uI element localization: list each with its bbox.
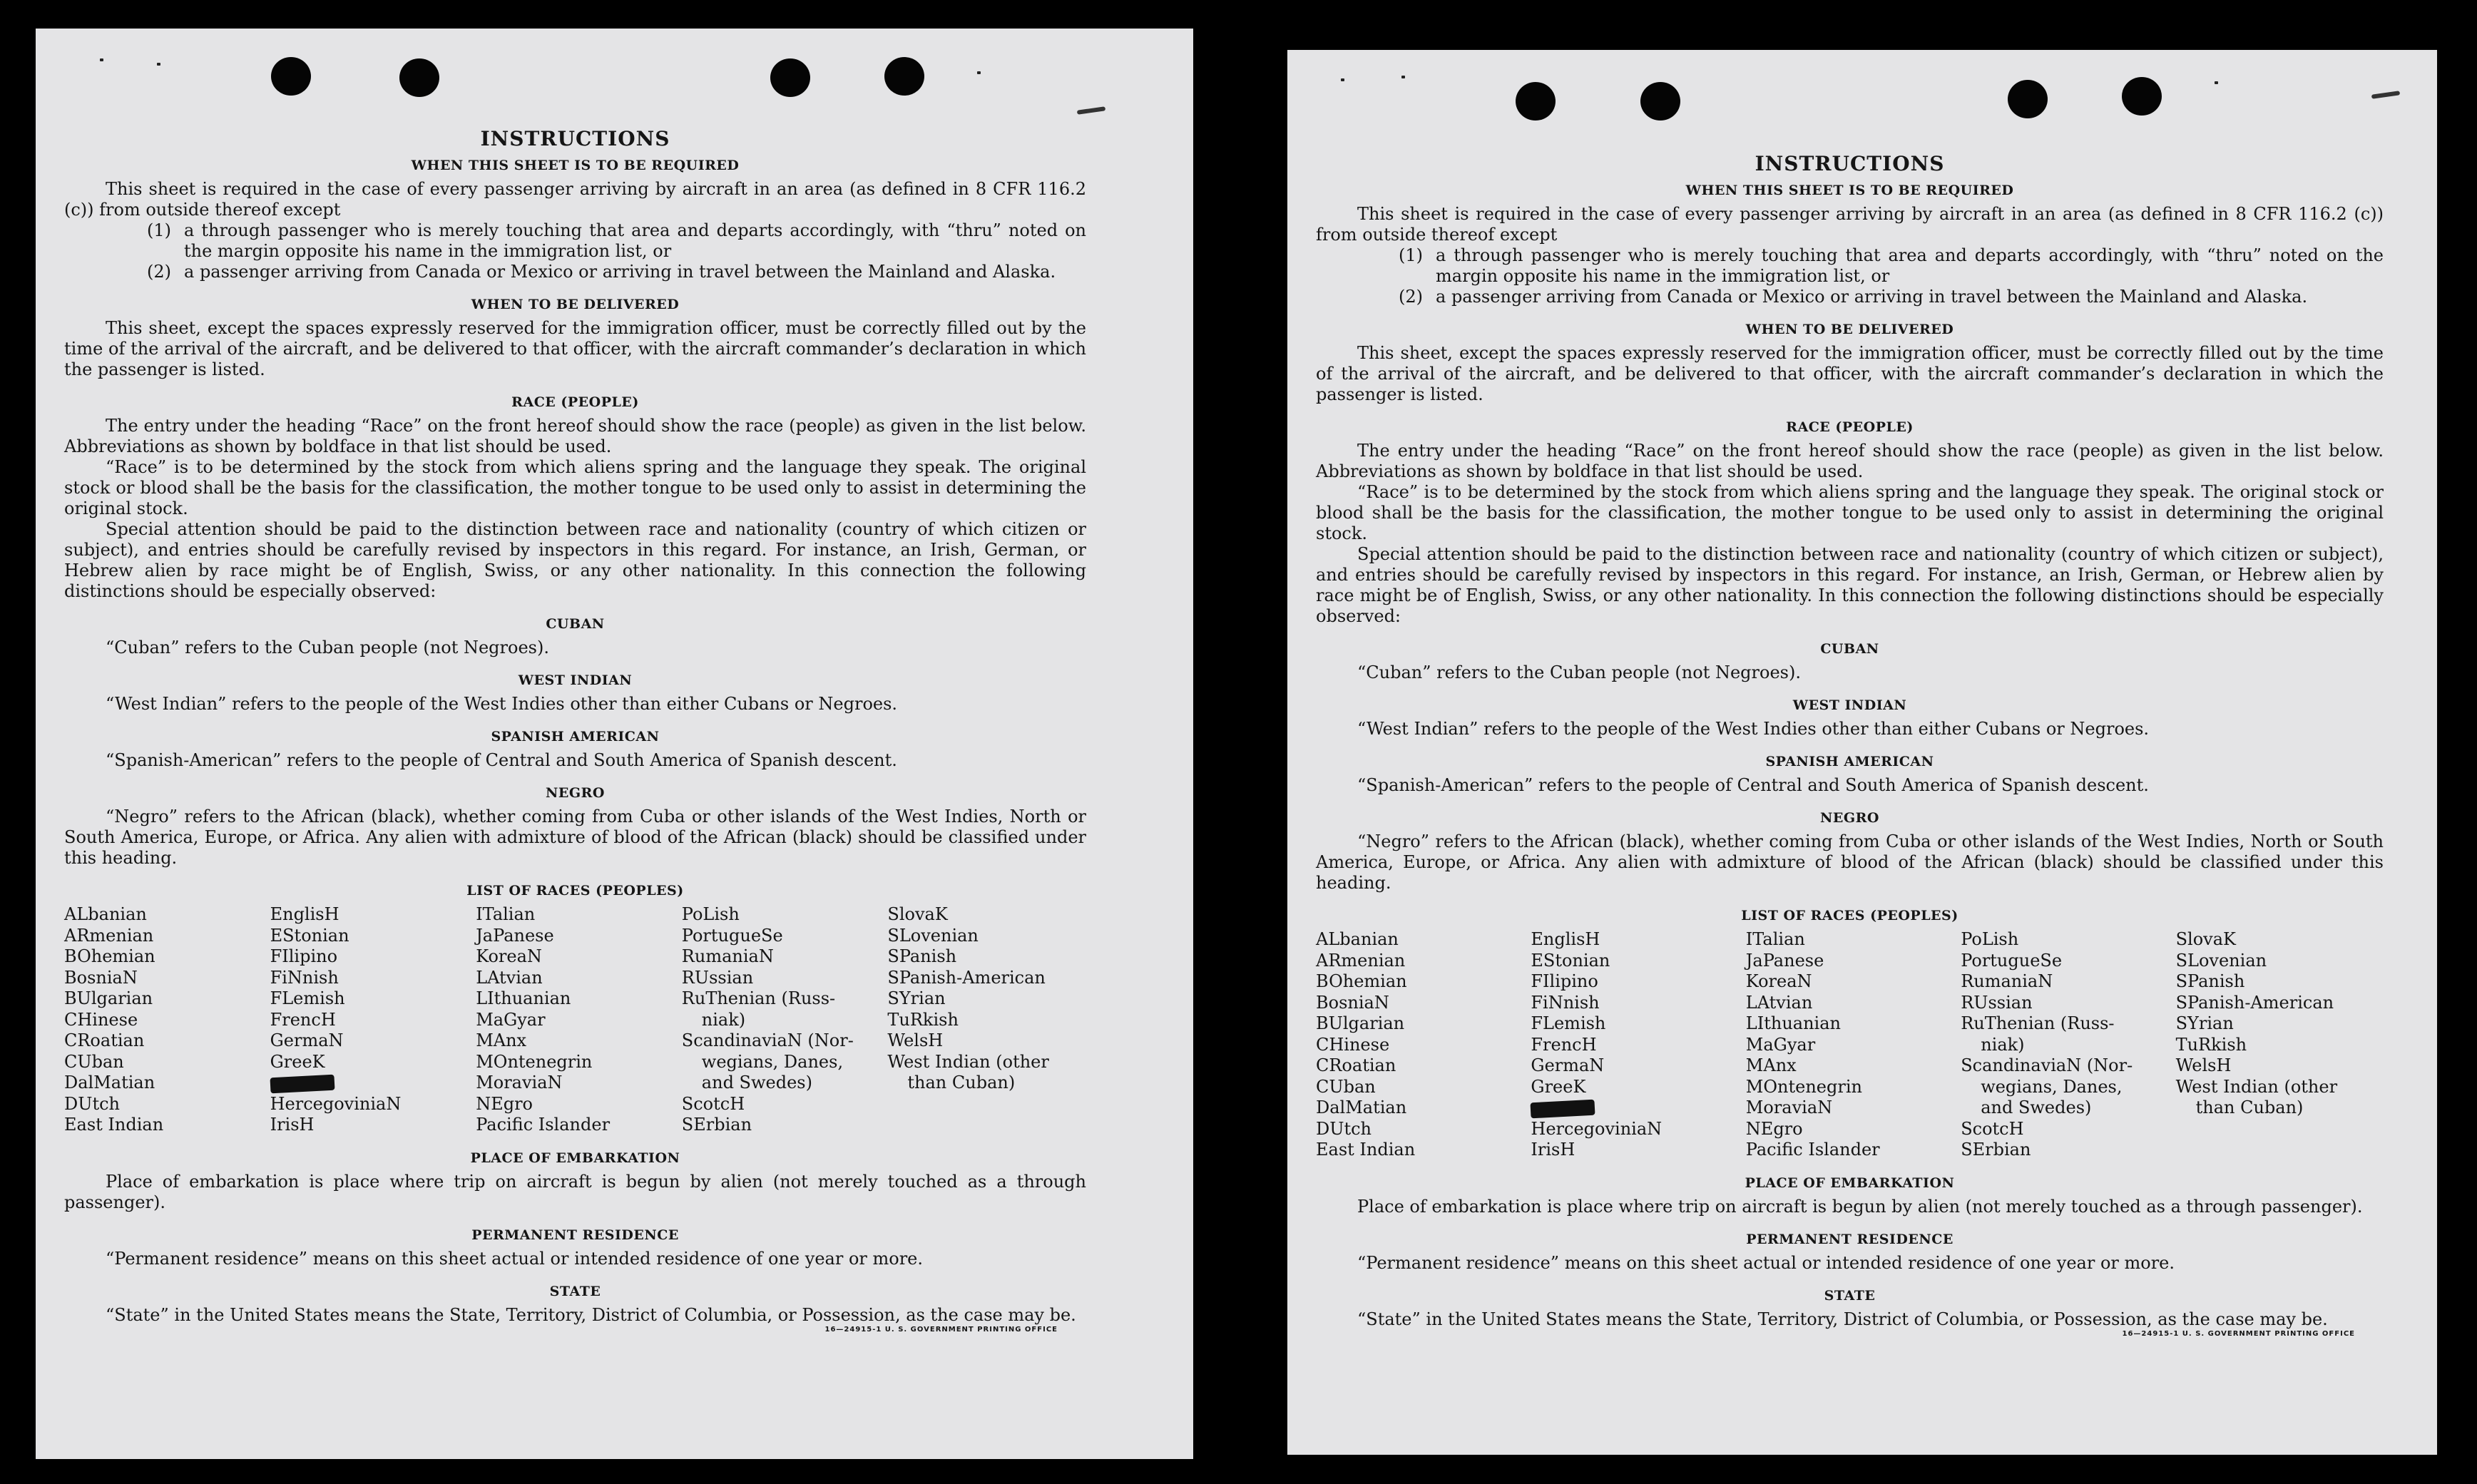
list-item: BOhemian: [1316, 971, 1407, 991]
printer-imprint: 16—24915-1 U. S. GOVERNMENT PRINTING OFFICE: [824, 1325, 1058, 1334]
list-item: SErbian: [681, 1115, 752, 1135]
section-heading-negro: NEGRO: [546, 785, 605, 801]
section-heading-delivered: WHEN TO BE DELIVERED: [471, 297, 680, 312]
list-item: niak): [1981, 1034, 2025, 1055]
list-item: EnglisH: [1531, 929, 1600, 949]
list-item: WelsH: [2175, 1055, 2232, 1075]
spanish-american-text: “Spanish-American” refers to the people of Central and South America of Spanish descent.: [1357, 775, 2149, 795]
list-item: CHinese: [1316, 1034, 1390, 1055]
list-item: than Cuban): [2195, 1097, 2304, 1117]
list-item: Pacific Islander: [1745, 1140, 1880, 1160]
list-item: CRoatian: [64, 1030, 145, 1050]
west-indian-text: “West Indian” refers to the people of the West Indies other than either Cubans or Negroes.: [1357, 719, 2150, 739]
embarkation-text: Place of embarkation is place where trip on aircraft is begun by alien (not merely touched as a through passenger).: [1357, 1196, 2363, 1217]
list-item: ALbanian: [64, 904, 147, 924]
punch-hole: [770, 58, 810, 97]
punch-hole: [2122, 77, 2162, 116]
list-item: RUssian: [681, 967, 754, 988]
section-heading-races-list: LIST OF RACES (PEOPLES): [466, 883, 684, 899]
list-item: NEgro: [1745, 1118, 1803, 1139]
delivered-text: This sheet, except the spaces expressly reserved for the immigration officer, must be correctly filled out by the time of the arrival of the aircraft, and be delivered to that officer, with the aircraft commander’s declaration in which the passenger is listed.: [1316, 343, 2384, 404]
list-item: DUtch: [1316, 1118, 1372, 1139]
list-item: (1) a through passenger who is merely touching that area and departs accordingly, with “thru” noted on the margin opposite his name in the immigration list, or: [147, 220, 1086, 261]
race-paragraph: “Race” is to be determined by the stock from which aliens spring and the language they speak. The original stock or blood shall be the basis for the classification, the mother tongue to be used only to assist in determining the original stock.: [64, 457, 1086, 518]
list-item: NEgro: [476, 1093, 533, 1114]
document-page-right: [1287, 50, 2437, 1455]
list-item: ARmenian: [64, 925, 154, 946]
page-title: INSTRUCTIONS: [480, 127, 670, 150]
redacted-entry: [270, 1073, 469, 1094]
section-heading-embarkation: PLACE OF EMBARKATION: [470, 1150, 680, 1166]
required-exceptions: [64, 220, 1086, 282]
list-item: ScotcH: [1961, 1118, 2024, 1139]
section-heading-west-indian: WEST INDIAN: [518, 672, 633, 688]
list-item: West Indian (other: [887, 1051, 1049, 1072]
delivered-text: This sheet, except the spaces expressly reserved for the immigration officer, must be correctly filled out by the time of the arrival of the aircraft, and be delivered to that officer, with the aircraft commander’s declaration in which the passenger is listed.: [64, 318, 1086, 379]
list-item: TuRkish: [2175, 1034, 2247, 1055]
list-item: MAnx: [476, 1030, 527, 1050]
punch-hole: [1516, 82, 1556, 121]
list-item: LAtvian: [1745, 992, 1813, 1013]
list-item: ScandinaviaN (Nor-: [681, 1030, 854, 1050]
list-item: BOhemian: [64, 946, 155, 966]
list-item: MOntenegrin: [1745, 1076, 1862, 1097]
section-heading-race: RACE (PEOPLE): [1786, 419, 1914, 435]
list-item: SLovenian: [887, 925, 979, 946]
list-item: ScotcH: [681, 1093, 745, 1114]
list-item: wegians, Danes,: [1981, 1076, 2123, 1097]
list-item: East Indian: [64, 1115, 164, 1135]
section-heading-cuban: CUBAN: [1820, 641, 1879, 657]
races-column-4: [682, 904, 881, 1136]
embarkation-text: Place of embarkation is place where trip on aircraft is begun by alien (not merely touched as a through passenger).: [64, 1171, 1086, 1212]
list-item: SPanish: [2175, 971, 2245, 991]
punch-hole: [884, 57, 924, 96]
list-item: GermaN: [270, 1030, 344, 1050]
list-item: RumaniaN: [681, 946, 774, 966]
list-item: East Indian: [1316, 1140, 1416, 1160]
list-item: LIthuanian: [476, 988, 571, 1008]
list-item: SPanish: [887, 946, 957, 966]
list-item: DUtch: [64, 1093, 121, 1114]
negro-text: “Negro” refers to the African (black), whether coming from Cuba or other islands of the West Indies, North or South America, Europe, or Africa. Any alien with admixture of blood of the African (black) should be classified under this heading.: [1316, 831, 2384, 893]
list-item: SPanish-American: [887, 967, 1046, 988]
races-column-1: [64, 904, 263, 1136]
list-item: niak): [701, 1009, 746, 1030]
printer-imprint: 16—24915-1 U. S. GOVERNMENT PRINTING OFFICE: [2122, 1329, 2355, 1338]
list-item: WelsH: [887, 1030, 944, 1050]
list-item: PortugueSe: [1961, 950, 2063, 971]
list-item: FLemish: [1531, 1013, 1606, 1033]
punch-hole: [399, 58, 439, 97]
punch-hole: [2008, 80, 2048, 118]
section-heading-spanish-american: SPANISH AMERICAN: [1765, 754, 1934, 769]
list-item: IrisH: [1531, 1140, 1575, 1160]
west-indian-text: “West Indian” refers to the people of the West Indies other than either Cubans or Negroes.: [106, 694, 898, 714]
list-item: ALbanian: [1316, 929, 1399, 949]
list-item: SYrian: [887, 988, 946, 1008]
list-item: SPanish-American: [2175, 992, 2334, 1013]
section-heading-residence: PERMANENT RESIDENCE: [471, 1227, 679, 1243]
state-text: “State” in the United States means the State, Territory, District of Columbia, or Possession, as the case may be.: [1357, 1309, 2328, 1329]
required-intro: This sheet is required in the case of every passenger arriving by aircraft in an area (as defined in 8 CFR 116.2 (c)) from outside thereof except: [1316, 204, 2384, 245]
list-item: ScandinaviaN (Nor-: [1961, 1055, 2133, 1075]
list-item: SLovenian: [2175, 950, 2267, 971]
list-item: than Cuban): [907, 1073, 1016, 1092]
list-item: KoreaN: [476, 946, 542, 966]
races-column-3: [1746, 929, 1953, 1161]
races-list: [64, 904, 1086, 1136]
list-item: IrisH: [270, 1115, 315, 1135]
section-heading-delivered: WHEN TO BE DELIVERED: [1745, 322, 1954, 337]
section-heading-residence: PERMANENT RESIDENCE: [1746, 1231, 1953, 1247]
races-column-1: [1316, 929, 1523, 1161]
document-page-left: [36, 29, 1193, 1459]
list-item: HercegoviniaN: [270, 1093, 402, 1114]
list-item: MoraviaN: [1745, 1097, 1833, 1117]
section-heading-cuban: CUBAN: [546, 616, 605, 632]
list-item: (1) a through passenger who is merely touching that area and departs accordingly, with “thru” noted on the margin opposite his name in the immigration list, or: [1399, 245, 2384, 286]
list-item: CUban: [64, 1051, 124, 1072]
cuban-text: “Cuban” refers to the Cuban people (not Negroes).: [106, 638, 549, 657]
list-item: MAnx: [1745, 1055, 1797, 1075]
list-item: DalMatian: [1316, 1097, 1407, 1117]
list-item: FIlipino: [270, 946, 338, 966]
list-item: RUssian: [1961, 992, 2033, 1013]
list-item: (2) a passenger arriving from Canada or Mexico or arriving in travel between the Mainland and Alaska.: [1399, 287, 2308, 307]
list-item: MaGyar: [1745, 1034, 1816, 1055]
negro-text: “Negro” refers to the African (black), whether coming from Cuba or other islands of the West Indies, North or South America, Europe, or Africa. Any alien with admixture of blood of the African (black) should be classified under this heading.: [64, 807, 1086, 868]
race-paragraph: The entry under the heading “Race” on the front hereof should show the race (people) as given in the list below. Abbreviations as shown by boldface in that list should be used.: [64, 416, 1086, 456]
list-item: LAtvian: [476, 967, 543, 988]
list-item: FiNnish: [270, 967, 339, 988]
list-item: CHinese: [64, 1009, 138, 1030]
list-item: GreeK: [270, 1051, 325, 1072]
list-item: FLemish: [270, 988, 345, 1008]
list-item: DalMatian: [64, 1073, 155, 1092]
list-item: ITalian: [476, 904, 536, 924]
list-item: LIthuanian: [1745, 1013, 1841, 1033]
list-item: JaPanese: [1745, 950, 1824, 971]
list-item: ARmenian: [1316, 950, 1406, 971]
list-item: TuRkish: [887, 1009, 959, 1030]
section-heading-state: STATE: [549, 1283, 601, 1299]
required-intro: This sheet is required in the case of every passenger arriving by aircraft in an area (as defined in 8 CFR 116.2 (c)) from outside thereof except: [64, 179, 1086, 220]
races-column-5: [887, 904, 1086, 1136]
list-item: BUlgarian: [1316, 1013, 1405, 1033]
section-heading-embarkation: PLACE OF EMBARKATION: [1745, 1175, 1955, 1191]
section-heading-negro: NEGRO: [1820, 810, 1879, 826]
races-column-3: [476, 904, 675, 1136]
section-heading-west-indian: WEST INDIAN: [1792, 697, 1907, 713]
list-item: GreeK: [1531, 1076, 1586, 1097]
list-item: EStonian: [1531, 950, 1610, 971]
list-item: FiNnish: [1531, 992, 1600, 1013]
list-item: West Indian (other: [2175, 1076, 2338, 1097]
required-exceptions: [1316, 245, 2384, 307]
list-item: PoLish: [681, 904, 740, 924]
list-item: PoLish: [1961, 929, 2019, 949]
race-paragraph: Special attention should be paid to the distinction between race and nationality (country of which citizen or subject), and entries should be carefully revised by inspectors in this regard. For instance, an Irish, German, or Hebrew alien by race might be of English, Swiss, or any other nationality. In this connection the following distinctions should be especially observed:: [64, 519, 1086, 601]
list-item: and Swedes): [701, 1073, 812, 1092]
list-item: SYrian: [2175, 1013, 2234, 1033]
cuban-text: “Cuban” refers to the Cuban people (not Negroes).: [1357, 662, 1801, 682]
list-item: ITalian: [1745, 929, 1805, 949]
list-item: SlovaK: [887, 904, 948, 924]
residence-text: “Permanent residence” means on this sheet actual or intended residence of one year or more.: [1357, 1252, 2175, 1273]
list-item: BosniaN: [64, 967, 138, 988]
races-column-2: [1531, 929, 1738, 1161]
list-item: SlovaK: [2175, 929, 2236, 949]
section-heading-races-list: LIST OF RACES (PEOPLES): [1741, 908, 1958, 923]
list-item: Pacific Islander: [476, 1115, 611, 1135]
list-item: MOntenegrin: [476, 1051, 593, 1072]
races-column-5: [2176, 929, 2384, 1161]
race-paragraph: Special attention should be paid to the distinction between race and nationality (country of which citizen or subject), and entries should be carefully revised by inspectors in this regard. For instance, an Irish, German, or Hebrew alien by race might be of English, Swiss, or any other nationality. In this connection the following distinctions should be especially observed:: [1316, 544, 2384, 626]
redacted-entry: [1531, 1097, 1738, 1119]
list-item: BUlgarian: [64, 988, 153, 1008]
races-list: [1316, 929, 2384, 1161]
list-item: RumaniaN: [1961, 971, 2053, 991]
list-item: RuThenian (Russ-: [681, 988, 836, 1008]
list-item: HercegoviniaN: [1531, 1118, 1663, 1139]
list-item: BosniaN: [1316, 992, 1389, 1013]
list-item: FIlipino: [1531, 971, 1598, 991]
section-heading-state: STATE: [1824, 1287, 1876, 1304]
list-item: (2) a passenger arriving from Canada or Mexico or arriving in travel between the Mainland and Alaska.: [147, 262, 1056, 282]
list-item: SErbian: [1961, 1140, 2031, 1160]
list-item: KoreaN: [1745, 971, 1812, 991]
list-item: EStonian: [270, 925, 349, 946]
list-item: JaPanese: [476, 925, 554, 946]
list-item: FrencH: [270, 1009, 336, 1030]
punch-hole: [271, 57, 311, 96]
redaction-mark: [270, 1074, 334, 1093]
page-title: INSTRUCTIONS: [1755, 152, 1945, 175]
redaction-mark: [1531, 1099, 1595, 1118]
list-item: MaGyar: [476, 1009, 546, 1030]
list-item: FrencH: [1531, 1034, 1597, 1055]
race-paragraph: “Race” is to be determined by the stock from which aliens spring and the language they speak. The original stock or blood shall be the basis for the classification, the mother tongue to be used only to assist in determining the original stock.: [1316, 482, 2384, 543]
section-heading-required: WHEN THIS SHEET IS TO BE REQUIRED: [1685, 183, 2014, 198]
state-text: “State” in the United States means the State, Territory, District of Columbia, or Possession, as the case may be.: [106, 1304, 1076, 1325]
punch-hole: [1640, 82, 1680, 121]
list-item: wegians, Danes,: [701, 1051, 844, 1072]
section-heading-spanish-american: SPANISH AMERICAN: [491, 729, 660, 744]
list-item: CUban: [1316, 1076, 1376, 1097]
list-item: EnglisH: [270, 904, 339, 924]
list-item: and Swedes): [1981, 1097, 2092, 1117]
list-item: PortugueSe: [681, 925, 783, 946]
spanish-american-text: “Spanish-American” refers to the people of Central and South America of Spanish descent.: [106, 750, 897, 770]
list-item: GermaN: [1531, 1055, 1605, 1075]
section-heading-race: RACE (PEOPLE): [511, 394, 639, 410]
list-item: CRoatian: [1316, 1055, 1396, 1075]
residence-text: “Permanent residence” means on this sheet actual or intended residence of one year or more.: [106, 1248, 923, 1269]
list-item: MoraviaN: [476, 1073, 563, 1092]
race-paragraph: The entry under the heading “Race” on the front hereof should show the race (people) as given in the list below. Abbreviations as shown by boldface in that list should be used.: [1316, 441, 2384, 481]
races-column-4: [1961, 929, 2168, 1161]
list-item: RuThenian (Russ-: [1961, 1013, 2115, 1033]
races-column-2: [270, 904, 469, 1136]
section-heading-required: WHEN THIS SHEET IS TO BE REQUIRED: [411, 158, 740, 173]
